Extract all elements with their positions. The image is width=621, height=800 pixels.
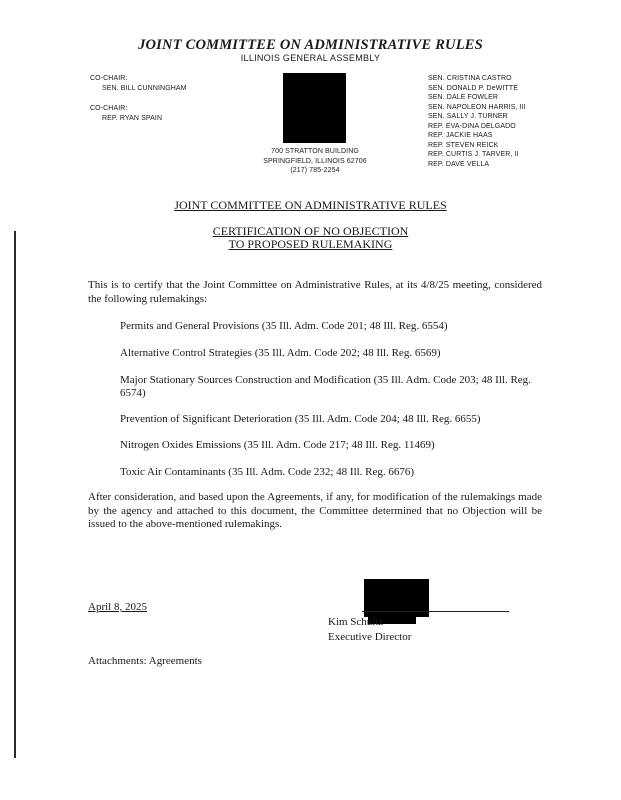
page-subtitle: ILLINOIS GENERAL ASSEMBLY [240, 53, 381, 63]
cochair-block [90, 104, 162, 123]
member-item: SEN. NAPOLEON HARRIS, III [428, 103, 526, 111]
member-item: REP. DAVE VELLA [428, 160, 490, 168]
address-block [250, 147, 380, 176]
certification-title: JOINT COMMITTEE ON ADMINISTRATIVE RULES [174, 198, 447, 212]
member-item: REP. EVA-DINA DELGADO [428, 122, 516, 130]
cochair-name: SEN. BILL CUNNINGHAM [102, 84, 187, 92]
cochair-name: REP. RYAN SPAIN [102, 114, 163, 122]
signatory-name: Kim Schultz [328, 616, 384, 628]
redacted-seal [283, 73, 346, 143]
cochair-label: CO-CHAIR: [90, 105, 128, 112]
member-item: SEN. CRISTINA CASTRO [428, 75, 512, 82]
member-item: REP. JACKIE HAAS [428, 132, 493, 139]
rulemaking-item: Permits and General Provisions (35 Ill. Adm. Code 201; 48 Ill. Reg. 6554) [120, 320, 448, 332]
rulemaking-item: Major Stationary Sources Construction and Modification (35 Ill. Adm. Code 203; 48 Ill. Reg. 6574) [120, 374, 531, 399]
certification-subtitle-line: TO PROPOSED RULEMAKING [228, 237, 393, 251]
member-item: SEN. DALE FOWLER [428, 94, 499, 101]
certification-subtitle [0, 225, 621, 251]
member-item: SEN. SALLY J. TURNER [428, 113, 508, 120]
member-item: SEN. DONALD P. DeWITTE [428, 84, 518, 92]
rulemaking-item: Alternative Control Strategies (35 Ill. Adm. Code 202; 48 Ill. Reg. 6569) [120, 347, 441, 359]
signatory-title: Executive Director [328, 631, 412, 643]
rulemaking-item: Prevention of Significant Deterioration (35 Ill. Adm. Code 204; 48 Ill. Reg. 6655) [120, 413, 481, 425]
phone-number: (217) 785-2254 [290, 167, 340, 174]
intro-paragraph: This is to certify that the Joint Committee on Administrative Rules, at its 4/8/25 meeting, considered the following rulemakings: [88, 279, 542, 305]
scan-margin-line [14, 231, 16, 758]
signatory-block [328, 615, 411, 645]
rulemaking-item: Nitrogen Oxides Emissions (35 Ill. Adm. Code 217; 48 Ill. Reg. 11469) [120, 439, 435, 451]
member-item: REP. CURTIS J. TARVER, II [428, 151, 519, 158]
rulemaking-item: Toxic Air Contaminants (35 Ill. Adm. Code 232; 48 Ill. Reg. 6676) [120, 466, 415, 478]
address-line: 700 STRATTON BUILDING [271, 148, 359, 155]
member-list [428, 74, 526, 169]
closing-paragraph: After consideration, and based upon the Agreements, if any, for modification of the rulemakings made by the agency and attached to this document, the Committee determined that no Objection will be issued to the above-mentioned rulemakings. [88, 491, 542, 530]
cochair-label: CO-CHAIR: [90, 75, 128, 82]
cochair-block [90, 74, 187, 93]
attachments-note: Attachments: Agreements [88, 655, 202, 667]
certification-subtitle-line: CERTIFICATION OF NO OBJECTION [212, 224, 409, 238]
signature-date: April 8, 2025 [88, 601, 147, 613]
address-line: SPRINGFIELD, ILLINOIS 62706 [263, 157, 367, 165]
signature-line [362, 611, 509, 612]
member-item: REP. STEVEN REICK [428, 141, 499, 149]
page-title: JOINT COMMITTEE ON ADMINISTRATIVE RULES [138, 37, 483, 53]
